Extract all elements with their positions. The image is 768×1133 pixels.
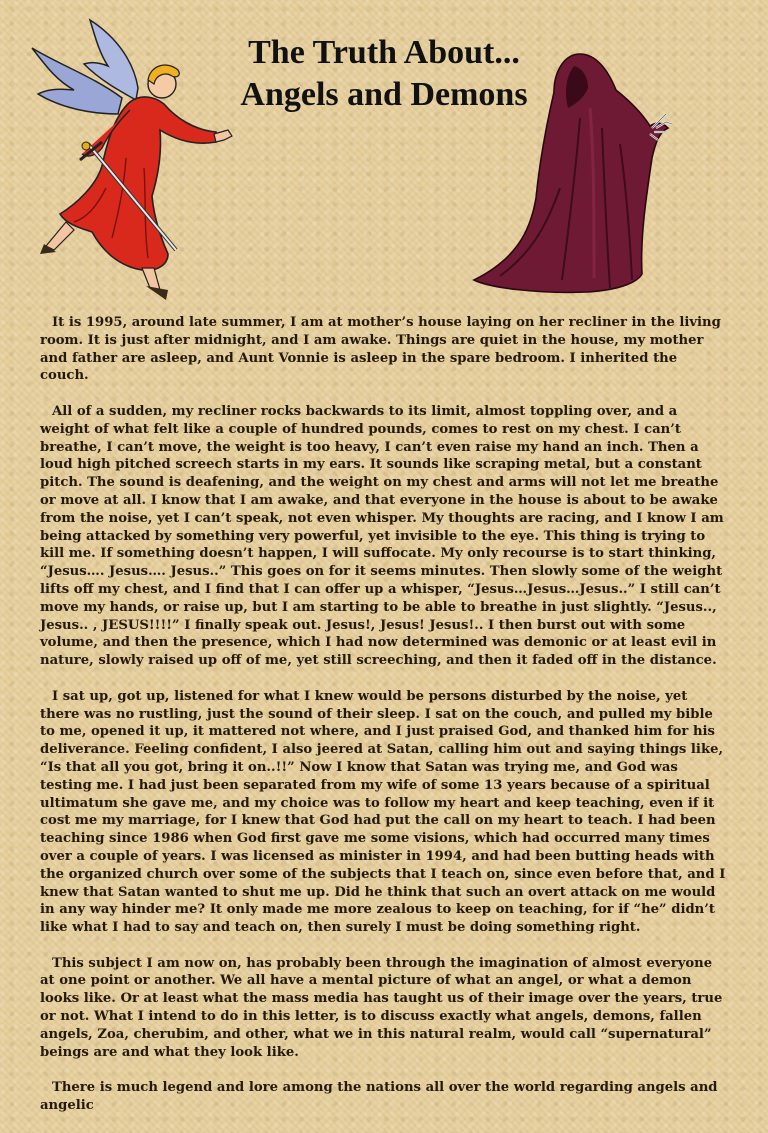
title-line-1: The Truth About... [248, 34, 520, 71]
paragraph: There is much legend and lore among the nations all over the world regarding angels and angelic [40, 1080, 718, 1114]
article-body [40, 314, 730, 1133]
title-line-2: Angels and Demons [240, 76, 528, 113]
paragraph: All of a sudden, my recliner rocks backwards to its limit, almost toppling over, and a weight of what felt like a couple of hundred pounds, comes to rest on my chest. I can’t breathe, I can’t move, the weight is too heavy, I can’t even raise my hand an inch. Then a loud high pitched screech starts in my ears. It sounds like scraping metal, but a constant pitch. The sound is deafening, and the weight on my chest and arms will not let me breathe or move at all. I know that I am awake, and that everyone in the house is about to be awake from the noise, yet I can’t speak, not even whisper. My thoughts are racing, and I know I am being attacked by something very powerful, yet invisible to the eye. This thing is trying to kill me. If something doesn’t happen, I will suffocate. My only recourse is to start thinking, “Jesus…. Jesus…. Jesus..” This goes on for it seems minutes. Then slowly some of the weight lifts off my chest, and I find that I can offer up a whisper, “Jesus…Jesus…Jesus..” I still can’t move my hands, or raise up, but I am starting to be able to breathe in just slightly. “Jesus.., Jesus.. , JESUS!!!!” I finally speak out. Jesus!, Jesus! Jesus!.. I then burst out with some volume, and then the presence, which I had now determined was demonic or at least evil in nature, slowly raised up off of me, yet still screeching, and then it faded off in the distance. [40, 403, 724, 669]
paragraph: I sat up, got up, listened for what I knew would be persons disturbed by the noise, yet there was no rustling, just the sound of their sleep. I sat on the couch, and pulled my bible to me, opened it up, it mattered not where, and I just praised God, and thanked him for his deliverance. Feeling confident, I also jeered at Satan, calling him out and saying things like, “Is that all you got, bring it on..!!” Now I know that Satan was trying me, and God was testing me. I had just been separated from my wife of some 13 years because of a spiritual ultimatum she gave me, and my choice was to follow my heart and keep teaching, even if it cost me my marriage, for I knew that God had put the call on my heart to teach. I had been teaching since 1986 when God first gave me some visions, which had occurred many times over a couple of years. I was licensed as minister in 1994, and had been butting heads with the organized church over some of the subjects that I teach on, since even before that, and I knew that Satan wanted to shut me up. Did he think that such an overt attack on me would in any way hinder me? It only made me more zealous to keep on teaching, for if “he” didn’t like what I had to say and teach on, then surely I must be doing something right. [40, 688, 726, 936]
paragraph: It is 1995, around late summer, I am at mother’s house laying on her recliner in the living room. It is just after midnight, and I am awake. Things are quiet in the house, my mother and father are asleep, and Aunt Vonnie is asleep in the spare bedroom. I inherited the couch. [40, 315, 721, 384]
hooded-demon-icon [470, 48, 675, 296]
angel-robe [60, 97, 216, 270]
paragraph: This subject I am now on, has probably been through the imagination of almost everyone at one point or another. We all have a mental picture of what an angel, or what a demon looks like. Or at least what the mass media has taught us of their image over the years, true or not. What I intend to do in this letter, is to discuss exactly what angels, demons, fallen angels, Zoa, cherubim, and other, what we in this natural realm, would call “supernatural” beings are and what they look like. [40, 955, 723, 1060]
